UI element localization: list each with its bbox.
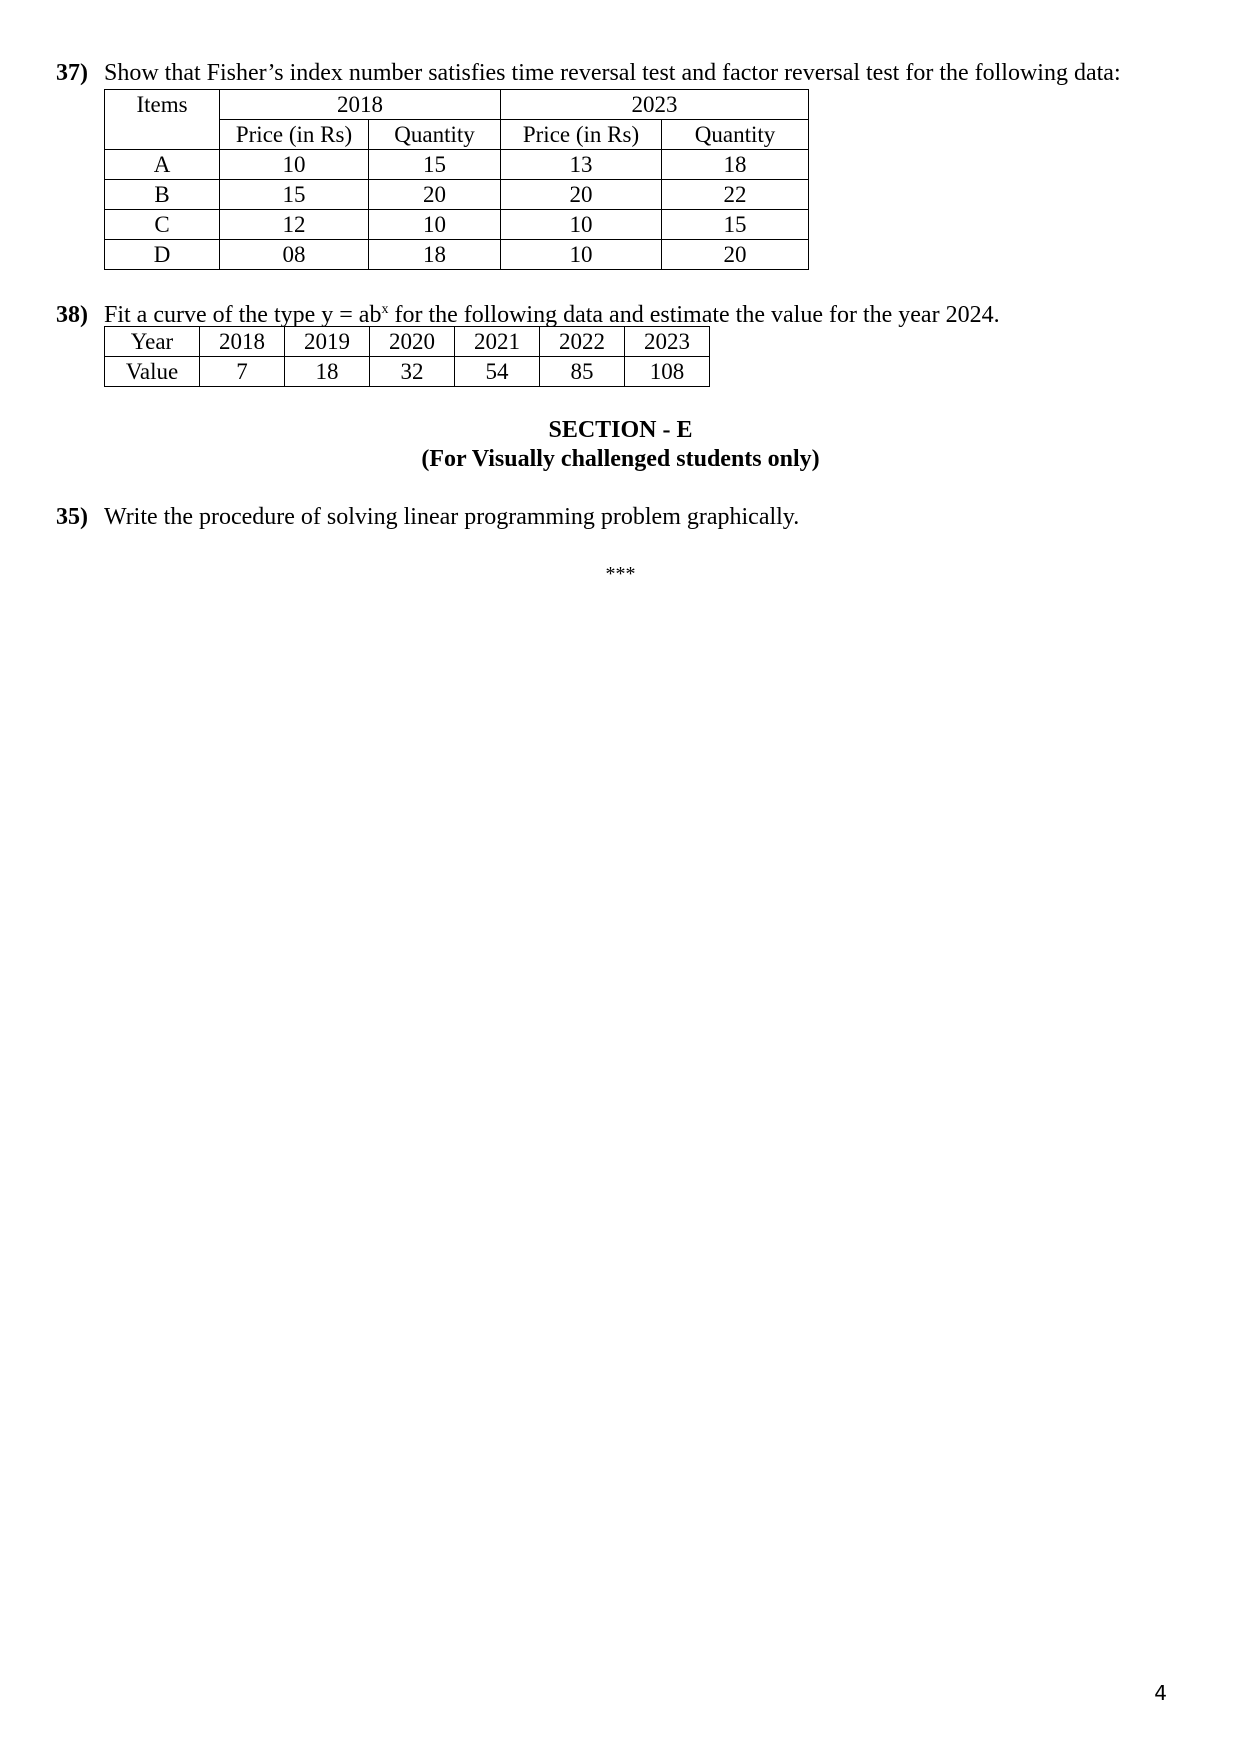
- section-e-title: SECTION - E: [548, 417, 693, 443]
- table-cell: 18: [285, 357, 370, 387]
- table-cell: 10: [501, 210, 662, 240]
- question-35: [56, 503, 799, 531]
- table-cell: 54: [455, 357, 540, 387]
- table-cell: 15: [662, 210, 809, 240]
- table-cell: 15: [369, 150, 501, 180]
- table-cell: 10: [220, 150, 369, 180]
- end-marker: ***: [605, 563, 636, 585]
- table-row: [105, 150, 809, 180]
- row-label-year: Year: [105, 327, 200, 357]
- question-text-part1: Fit a curve of the type y = ab: [104, 302, 382, 328]
- table-cell: D: [105, 240, 220, 270]
- question-text: Show that Fisher’s index number satisfies time reversal test and factor reversal test for the following data:: [104, 60, 1121, 86]
- table-row: [105, 210, 809, 240]
- table-cell: 12: [220, 210, 369, 240]
- question-38: [56, 296, 1000, 329]
- year-2023-header: 2023: [501, 90, 809, 120]
- table-row-value: [105, 357, 710, 387]
- table-cell: 22: [662, 180, 809, 210]
- table-cell: 85: [540, 357, 625, 387]
- table-cell: 7: [200, 357, 285, 387]
- subheader-price-2018: Price (in Rs): [220, 120, 369, 150]
- table-cell: 20: [501, 180, 662, 210]
- table-cell: A: [105, 150, 220, 180]
- table-cell: 20: [369, 180, 501, 210]
- table-row: [105, 240, 809, 270]
- table-row-year: [105, 327, 710, 357]
- table-row: [105, 180, 809, 210]
- table-cell: 2021: [455, 327, 540, 357]
- question-text-part2: for the following data and estimate the value for the year 2024.: [388, 302, 1000, 328]
- table-cell: 2019: [285, 327, 370, 357]
- section-e-subtitle: (For Visually challenged students only): [421, 446, 820, 472]
- curve-fit-data-table: [104, 326, 710, 387]
- subheader-quantity-2018: Quantity: [369, 120, 501, 150]
- question-number: 37): [56, 60, 88, 86]
- page-number: 4: [1154, 1681, 1167, 1705]
- table-cell: 15: [220, 180, 369, 210]
- table-cell: B: [105, 180, 220, 210]
- table-cell: 108: [625, 357, 710, 387]
- subheader-quantity-2023: Quantity: [662, 120, 809, 150]
- table-cell: 18: [662, 150, 809, 180]
- question-text: Write the procedure of solving linear programming problem graphically.: [104, 504, 800, 530]
- year-2018-header: 2018: [220, 90, 501, 120]
- table-subheader-row: [105, 120, 809, 150]
- table-cell: 2018: [200, 327, 285, 357]
- question-number: 35): [56, 504, 88, 530]
- table-cell: 2023: [625, 327, 710, 357]
- table-cell: 18: [369, 240, 501, 270]
- table-cell: 20: [662, 240, 809, 270]
- fisher-index-data-table: [104, 89, 809, 270]
- items-blank-cell: [105, 120, 220, 150]
- items-header: Items: [105, 90, 220, 120]
- row-label-value: Value: [105, 357, 200, 387]
- table-cell: C: [105, 210, 220, 240]
- table-cell: 10: [369, 210, 501, 240]
- table-cell: 2020: [370, 327, 455, 357]
- table-cell: 13: [501, 150, 662, 180]
- subheader-price-2023: Price (in Rs): [501, 120, 662, 150]
- question-number: 38): [56, 302, 88, 328]
- table-header-row: [105, 90, 809, 120]
- table-cell: 08: [220, 240, 369, 270]
- table-cell: 10: [501, 240, 662, 270]
- table-cell: 2022: [540, 327, 625, 357]
- question-37: [56, 59, 1121, 87]
- table-cell: 32: [370, 357, 455, 387]
- exponent-superscript: x: [381, 302, 389, 317]
